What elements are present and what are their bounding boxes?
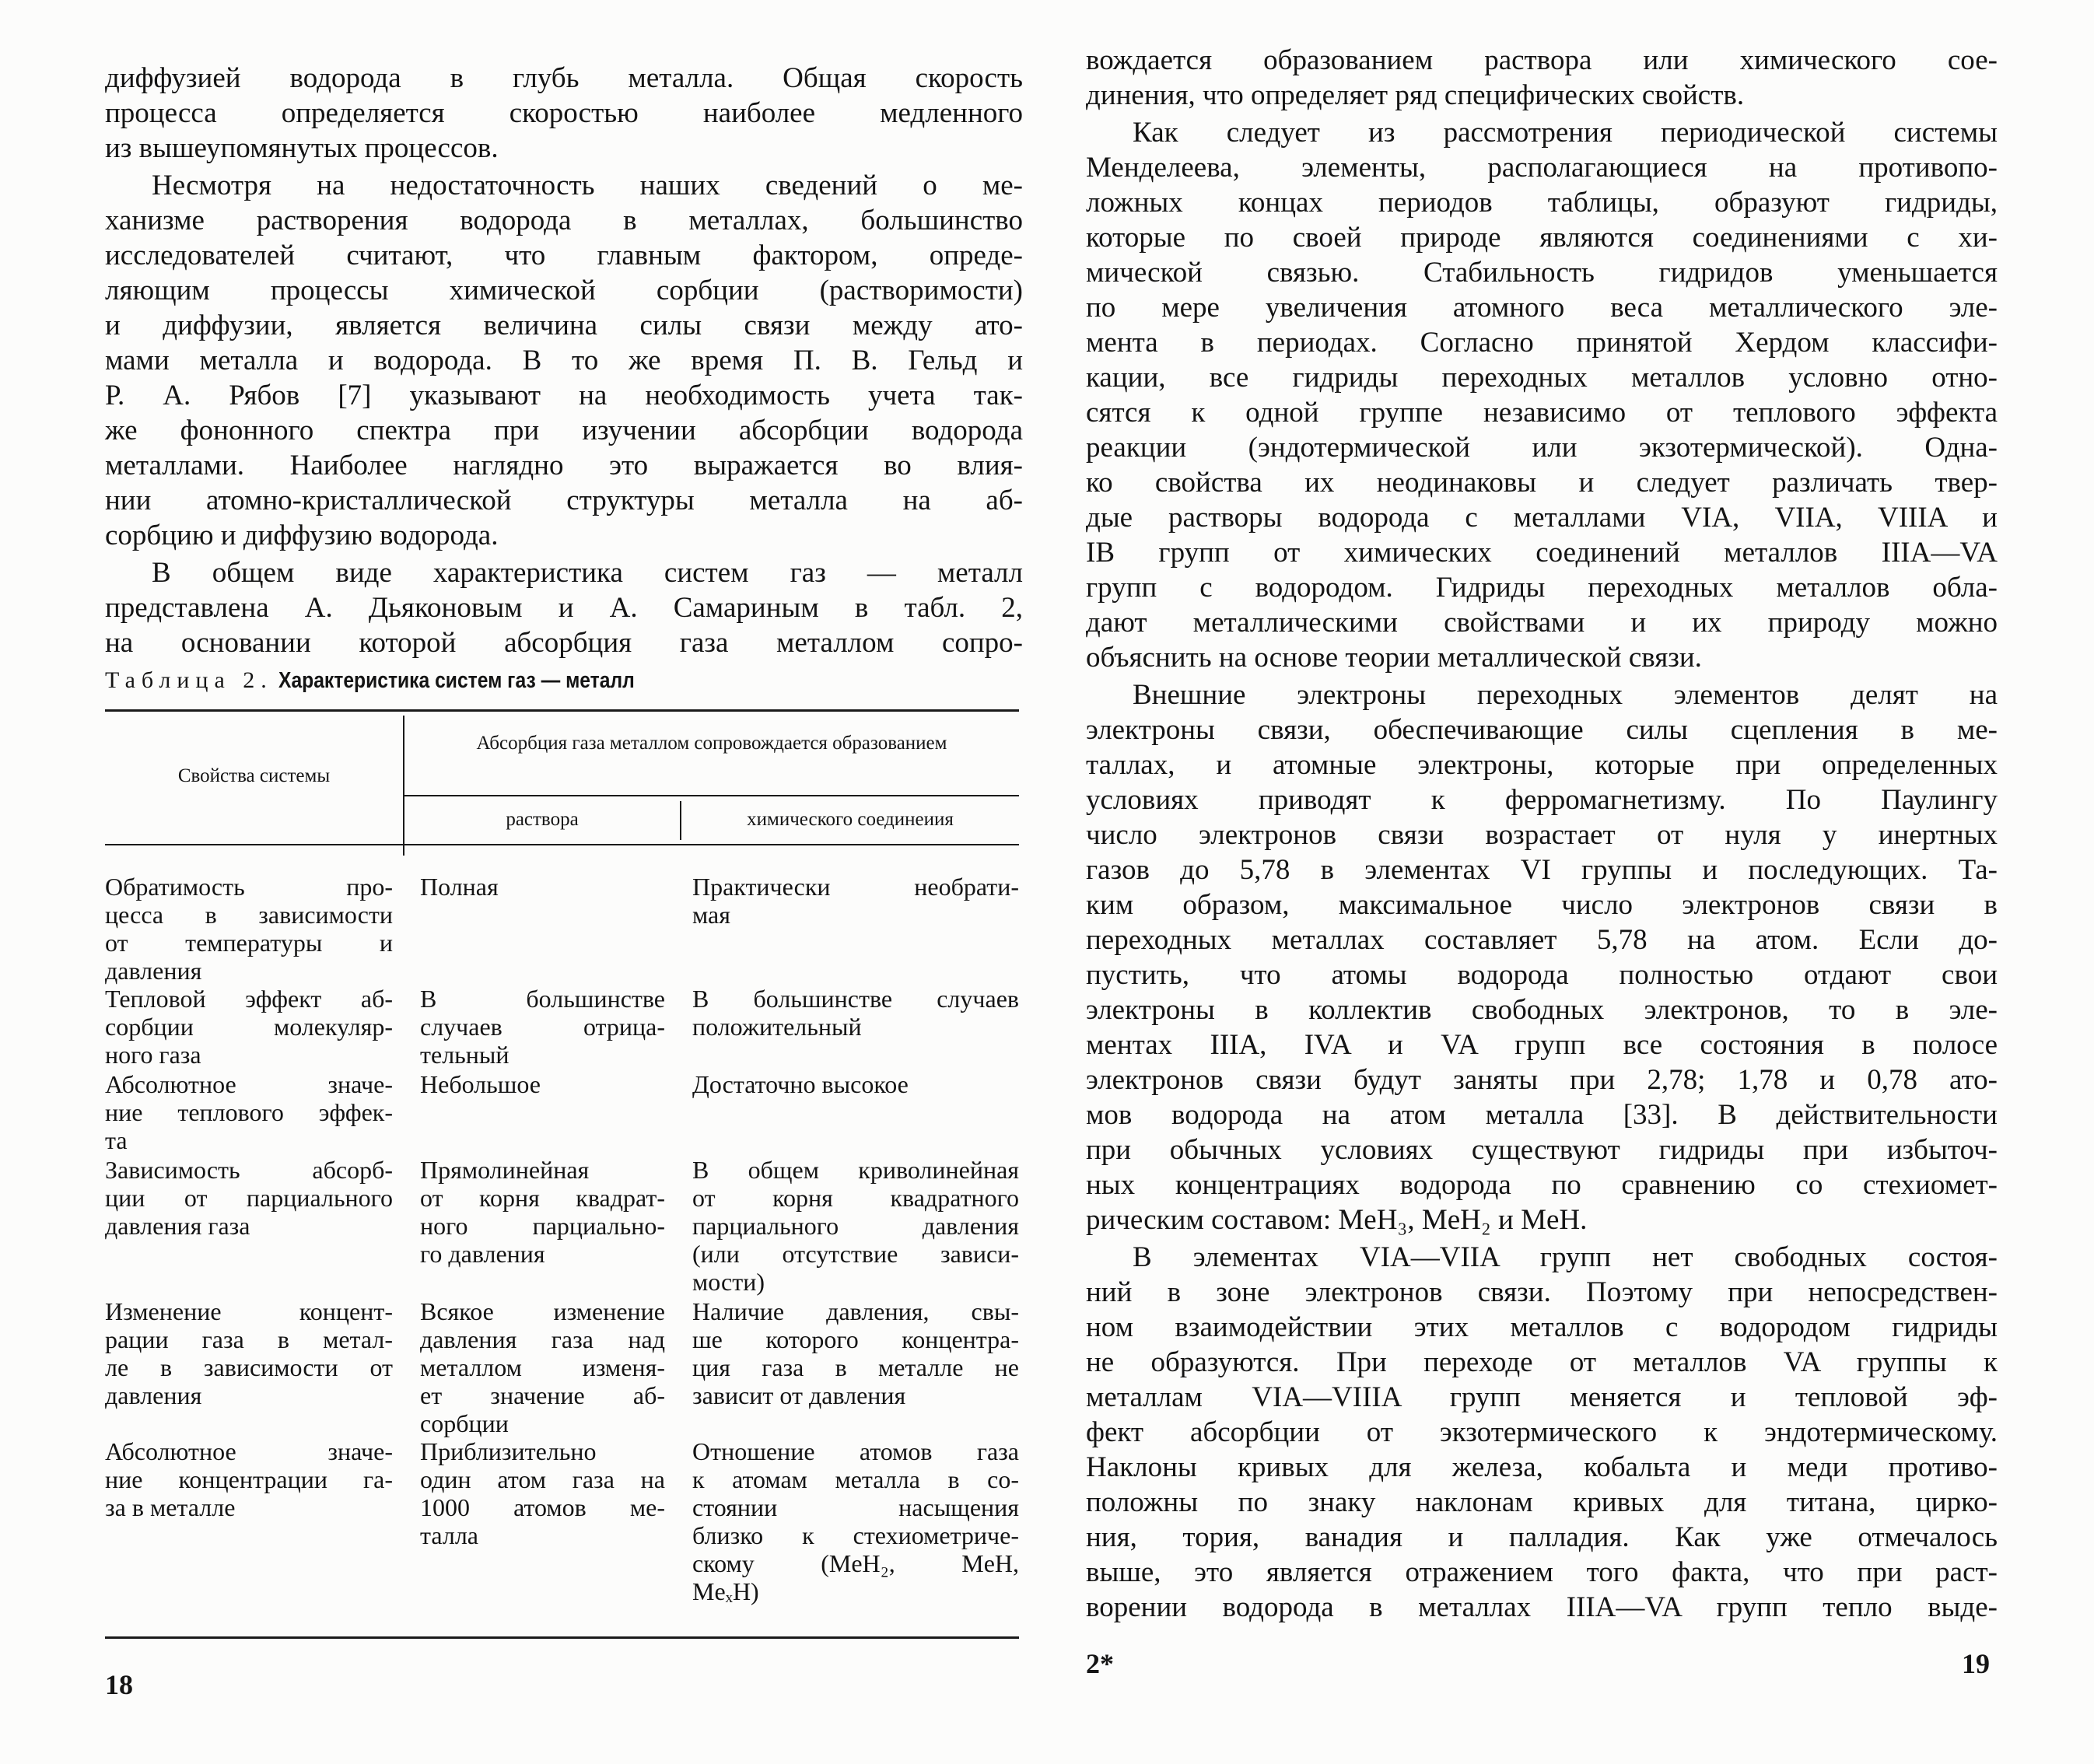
paragraph bbox=[1086, 43, 1998, 113]
text-line: (или отсутствие зависи- bbox=[692, 1240, 1019, 1268]
text-line: Р. А. Рябов [7] указывают на необходимость учета так- bbox=[105, 380, 1023, 411]
table-caption-label: Таблица 2. bbox=[105, 667, 273, 693]
properties-table bbox=[105, 709, 1019, 1639]
text-line: рическим составом: MeH₃, MeH₂ и MeH. bbox=[1086, 1204, 1588, 1236]
page-number-left: 18 bbox=[105, 1669, 133, 1700]
text-line: не образуются. При переходе от металлов VA группы к bbox=[1086, 1346, 1998, 1378]
text-line: представлена А. Дьяконовым и А. Самариным в табл. 2, bbox=[105, 592, 1023, 624]
text-line: мической связью. Стабильность гидридов уменьшается bbox=[1086, 257, 1998, 289]
text-line: от корня квадратного bbox=[692, 1184, 1019, 1212]
text-line: парциального давления bbox=[692, 1212, 1019, 1240]
text-line: мов водорода на атом металла [33]. В действительности bbox=[1086, 1099, 1998, 1131]
text-line: из вышеупомянутых процессов. bbox=[105, 132, 499, 164]
cell-compound bbox=[692, 873, 1019, 929]
text-line: условиях приводят к ферромагнетизму. По Паулингу bbox=[1086, 784, 1998, 816]
text-line: ного парциально- bbox=[420, 1212, 665, 1240]
text-line: Небольшое bbox=[420, 1070, 541, 1098]
paragraph bbox=[105, 61, 1023, 166]
text-line: давления bbox=[105, 1381, 202, 1409]
text-line: таллах, и атомные электроны, которые при определенных bbox=[1086, 749, 1998, 781]
text-line: дают металлическими свойствами и их природу можно bbox=[1086, 607, 1998, 639]
text-line: же фононного спектра при изучении абсорбции водорода bbox=[105, 415, 1023, 446]
text-line: газов до 5,78 в элементах VI группы и последующих. Та- bbox=[1086, 854, 1998, 886]
header-properties: Свойства системы bbox=[177, 765, 331, 786]
text-line: мая bbox=[692, 901, 730, 929]
text-line: ние теплового эффек- bbox=[105, 1098, 393, 1126]
table-subheader-rule bbox=[404, 795, 1019, 796]
header-absorption-group: Абсорбция газа металлом сопровождается образованием bbox=[476, 733, 947, 754]
text-line: Несмотря на недостаточность наших сведений о ме- bbox=[152, 170, 1023, 201]
text-line: мами металла и водорода. В то же время П. В. Гельд и bbox=[105, 345, 1023, 376]
signature-mark: 2* bbox=[1086, 1648, 1114, 1679]
cell-solution bbox=[420, 1070, 665, 1098]
page-number-right: 19 bbox=[1962, 1648, 1990, 1679]
text-line: стоянии насыщения bbox=[692, 1493, 1019, 1521]
cell-solution bbox=[420, 1297, 665, 1437]
header-compound: химического соединеиия bbox=[747, 809, 954, 830]
text-line: сорбцию и диффузию водорода. bbox=[105, 520, 499, 551]
text-line: давления газа над bbox=[420, 1325, 665, 1353]
text-line: мента в периодах. Согласно принятой Хердом классифи- bbox=[1086, 327, 1998, 359]
text-line: реакции (эндотермической или экзотермической). Одна- bbox=[1086, 432, 1998, 464]
text-line: Достаточно высокое bbox=[692, 1070, 909, 1098]
cell-property bbox=[105, 1437, 393, 1521]
text-line: за в металле bbox=[105, 1493, 236, 1521]
text-line: ше которого концентра- bbox=[692, 1325, 1019, 1353]
cell-compound bbox=[692, 1297, 1019, 1409]
text-line: металлом изменя- bbox=[420, 1353, 665, 1381]
text-line: ко свойства их неодинаковы и следует различать твер- bbox=[1086, 467, 1998, 499]
text-line: металлами. Наиболее наглядно это выражается во влия- bbox=[105, 450, 1023, 481]
table-bottom-rule bbox=[105, 1636, 1019, 1639]
text-line: Зависимость абсорб- bbox=[105, 1156, 393, 1184]
text-line: скому (MeH₂, MeH, bbox=[692, 1549, 1019, 1577]
text-line: ле в зависимости от bbox=[105, 1353, 393, 1381]
text-line: Абсолютное значе- bbox=[105, 1070, 393, 1098]
text-line: положны по знаку наклонам кривых для титана, цирко- bbox=[1086, 1486, 1998, 1518]
text-line: к атомам металла в со- bbox=[692, 1465, 1019, 1493]
text-line: металлам VIA—VIIIA групп меняется и тепловой эф- bbox=[1086, 1381, 1998, 1413]
text-line: ном взаимодействии этих металлов с водородом гидриды bbox=[1086, 1311, 1998, 1343]
cell-property bbox=[105, 1297, 393, 1409]
text-line: ция газа в металле не bbox=[692, 1353, 1019, 1381]
text-line: ния, тория, ванадия и палладия. Как уже отмечалось bbox=[1086, 1521, 1998, 1553]
text-line: кации, все гидриды переходных металлов условно отно- bbox=[1086, 362, 1998, 394]
text-line: В элементах VIA—VIIA групп нет свободных состоя- bbox=[1133, 1241, 1998, 1273]
text-line: положительный bbox=[692, 1013, 862, 1041]
text-line: число электронов связи возрастает от нуля у инертных bbox=[1086, 819, 1998, 851]
table-top-rule bbox=[105, 709, 1019, 712]
text-line: ложных концах периодов таблицы, образуют гидриды, bbox=[1086, 187, 1998, 219]
text-line: дые растворы водорода с металлами VIA, VIIA, VIIIA и bbox=[1086, 502, 1998, 534]
text-line: электроны связи, обеспечивающие силы сцепления в ме- bbox=[1086, 714, 1998, 746]
text-line: групп с водородом. Гидриды переходных металлов обла- bbox=[1086, 572, 1998, 604]
left-page-text bbox=[105, 61, 1023, 663]
right-page-text bbox=[1086, 43, 1998, 1627]
text-line: от корня квадрат- bbox=[420, 1184, 665, 1212]
text-line: которые по своей природе являются соединениями с хи- bbox=[1086, 222, 1998, 254]
text-line: Отношение атомов газа bbox=[692, 1437, 1019, 1465]
text-line: процесса определяется скоростью наиболее медленного bbox=[105, 97, 1023, 129]
table-header-bottom-rule bbox=[105, 844, 1019, 845]
paragraph bbox=[1086, 115, 1998, 675]
text-line: В общем виде характеристика систем газ — металл bbox=[152, 557, 1023, 589]
text-line: Всякое изменение bbox=[420, 1297, 665, 1325]
text-line: электроны в коллектив свободных электронов, то в эле- bbox=[1086, 994, 1998, 1026]
text-line: и диффузии, является величина силы связи между ато- bbox=[105, 310, 1023, 341]
text-line: го давления bbox=[420, 1240, 545, 1268]
text-line: ний в зоне электронов связи. Поэтому при непосредствен- bbox=[1086, 1276, 1998, 1308]
table-caption bbox=[105, 667, 698, 694]
text-line: Тепловой эффект аб- bbox=[105, 985, 393, 1013]
text-line: исследователей считают, что главным фактором, опреде- bbox=[105, 240, 1023, 271]
paragraph bbox=[105, 555, 1023, 660]
text-line: давления газа bbox=[105, 1212, 250, 1240]
paragraph bbox=[1086, 677, 1998, 1237]
text-line: нии атомно-кристаллической структуры металла на аб- bbox=[105, 485, 1023, 516]
text-line: та bbox=[105, 1126, 128, 1154]
text-line: ворении водорода в металлах IIIA—VA групп тепло выде- bbox=[1086, 1591, 1998, 1623]
text-line: сорбции bbox=[420, 1409, 509, 1437]
cell-compound bbox=[692, 1437, 1019, 1605]
text-line: электронов связи будут заняты при 2,78; 1,78 и 0,78 ато- bbox=[1086, 1064, 1998, 1096]
text-line: Прямолинейная bbox=[420, 1156, 590, 1184]
text-line: диффузией водорода в глубь металла. Общая скорость bbox=[105, 62, 1023, 94]
text-line: динения, что определяет ряд специфических свойств. bbox=[1086, 79, 1745, 111]
text-line: сятся к одной группе независимо от теплового эффекта bbox=[1086, 397, 1998, 429]
text-line: 1000 атомов ме- bbox=[420, 1493, 665, 1521]
text-line: объяснить на основе теории металлической связи. bbox=[1086, 642, 1702, 674]
text-line: пустить, что атомы водорода полностью отдают свои bbox=[1086, 959, 1998, 991]
text-line: зависит от давления bbox=[692, 1381, 906, 1409]
cell-property bbox=[105, 1156, 393, 1240]
text-line: по мере увеличения атомного веса металлического эле- bbox=[1086, 292, 1998, 324]
text-line: фект абсорбции от экзотермического к эндотермическому. bbox=[1086, 1416, 1998, 1448]
text-line: Приблизительно bbox=[420, 1437, 597, 1465]
text-line: близко к стехиометриче- bbox=[692, 1521, 1019, 1549]
text-line: сорбции молекуляр- bbox=[105, 1013, 393, 1041]
text-line: вождается образованием раствора или химического сое- bbox=[1086, 44, 1998, 76]
text-line: ментах IIIA, IVA и VA групп все состояния в полосе bbox=[1086, 1029, 1998, 1061]
paragraph bbox=[1086, 1240, 1998, 1625]
text-line: Обратимость про- bbox=[105, 873, 393, 901]
cell-solution bbox=[420, 873, 665, 901]
text-line: на основании которой абсорбция газа металлом сопро- bbox=[105, 627, 1023, 659]
cell-compound bbox=[692, 1070, 1019, 1098]
text-line: тельный bbox=[420, 1041, 509, 1069]
text-line: от температуры и bbox=[105, 929, 393, 957]
text-line: Как следует из рассмотрения периодической системы bbox=[1133, 117, 1998, 149]
text-line: мости) bbox=[692, 1268, 765, 1296]
text-line: Полная bbox=[420, 873, 499, 901]
cell-property bbox=[105, 873, 393, 985]
table-caption-title: Характеристика систем газ — металл bbox=[278, 668, 636, 693]
text-line: Менделеева, элементы, располагающиеся на противопо- bbox=[1086, 152, 1998, 184]
text-line: В большинстве случаев bbox=[692, 985, 1019, 1013]
text-line: Наличие давления, свы- bbox=[692, 1297, 1019, 1325]
text-line: ции от парциального bbox=[105, 1184, 393, 1212]
text-line: переходных металлах составляет 5,78 на атом. Если до- bbox=[1086, 924, 1998, 956]
cell-solution bbox=[420, 1156, 665, 1268]
cell-compound bbox=[692, 985, 1019, 1041]
cell-solution bbox=[420, 1437, 665, 1549]
text-line: ким образом, максимальное число электронов связи в bbox=[1086, 889, 1998, 921]
text-line: один атом газа на bbox=[420, 1465, 665, 1493]
text-line: ных концентрациях водорода по сравнению со стехиомет- bbox=[1086, 1169, 1998, 1201]
text-line: MeₓH) bbox=[692, 1577, 759, 1605]
table-column-divider bbox=[403, 716, 404, 856]
text-line: давления bbox=[105, 957, 202, 985]
text-line: В общем криволинейная bbox=[692, 1156, 1019, 1184]
text-line: Внешние электроны переходных элементов делят на bbox=[1133, 679, 1998, 711]
text-line: талла bbox=[420, 1521, 478, 1549]
text-line: Практически необрати- bbox=[692, 873, 1019, 901]
text-line: В большинстве bbox=[420, 985, 665, 1013]
text-line: ляющим процессы химической сорбции (растворимости) bbox=[105, 275, 1023, 306]
text-line: случаев отрица- bbox=[420, 1013, 665, 1041]
text-line: ет значение аб- bbox=[420, 1381, 665, 1409]
text-line: IB групп от химических соединений металлов IIIA—VA bbox=[1086, 537, 1998, 569]
text-line: выше, это является отражением того факта, что при раст- bbox=[1086, 1556, 1998, 1588]
cell-property bbox=[105, 985, 393, 1069]
header-solution: раствора bbox=[506, 809, 579, 830]
text-line: Абсолютное значе- bbox=[105, 1437, 393, 1465]
text-line: рации газа в метал- bbox=[105, 1325, 393, 1353]
paragraph bbox=[105, 168, 1023, 553]
text-line: Изменение концент- bbox=[105, 1297, 393, 1325]
text-line: ханизме растворения водорода в металлах, большинство bbox=[105, 205, 1023, 236]
text-line: ного газа bbox=[105, 1041, 201, 1069]
cell-property bbox=[105, 1070, 393, 1154]
text-line: ние концентрации га- bbox=[105, 1465, 393, 1493]
cell-compound bbox=[692, 1156, 1019, 1296]
text-line: Наклоны кривых для железа, кобальта и меди противо- bbox=[1086, 1451, 1998, 1483]
text-line: цесса в зависимости bbox=[105, 901, 393, 929]
text-line: при обычных условиях существуют гидриды при избыточ- bbox=[1086, 1134, 1998, 1166]
cell-solution bbox=[420, 985, 665, 1069]
